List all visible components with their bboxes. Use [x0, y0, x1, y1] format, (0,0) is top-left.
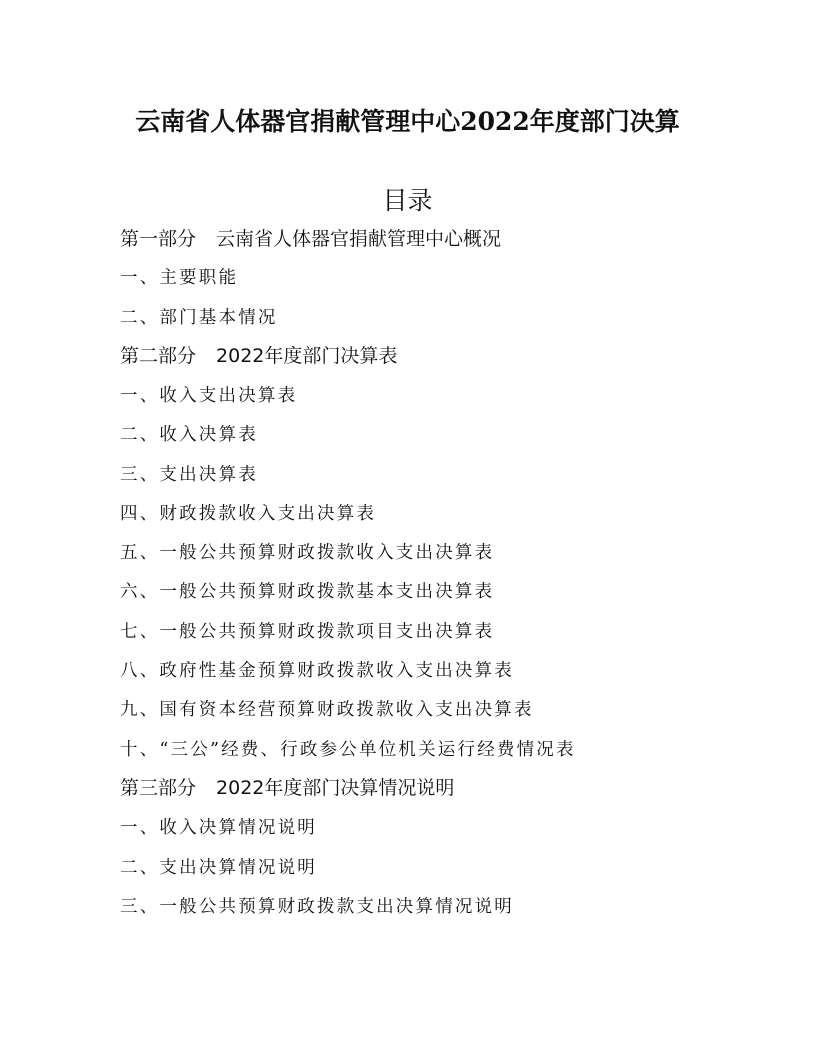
toc-item[interactable]: 六、一般公共预算财政拨款基本支出决算表: [120, 582, 495, 602]
document-title: 云南省人体器官捐献管理中心2022年度部门决算: [135, 107, 680, 136]
toc-item[interactable]: 一、收入支出决算表: [120, 386, 298, 406]
toc-item[interactable]: 二、支出决算情况说明: [120, 858, 317, 878]
toc-item[interactable]: 三、一般公共预算财政拨款支出决算情况说明: [120, 897, 514, 917]
part-title: 2022年度部门决算情况说明: [216, 777, 455, 799]
toc-item[interactable]: 一、收入决算情况说明: [120, 818, 317, 838]
toc-item[interactable]: 二、收入决算表: [120, 425, 258, 445]
toc-item[interactable]: 二、部门基本情况: [120, 308, 278, 328]
toc-item[interactable]: 五、一般公共预算财政拨款收入支出决算表: [120, 543, 495, 563]
toc-item[interactable]: 七、一般公共预算财政拨款项目支出决算表: [120, 622, 495, 642]
part-title: 云南省人体器官捐献管理中心概况: [216, 228, 502, 250]
toc-item[interactable]: 八、政府性基金预算财政拨款收入支出决算表: [120, 661, 514, 681]
part-title: 2022年度部门决算表: [216, 345, 398, 367]
toc-item[interactable]: 十、“三公”经费、行政参公单位机关运行经费情况表: [120, 740, 576, 760]
toc-item[interactable]: 九、国有资本经营预算财政拨款收入支出决算表: [120, 700, 534, 720]
part-label: 第三部分: [120, 777, 197, 799]
part-label: 第一部分: [120, 228, 197, 250]
toc-item[interactable]: 四、财政拨款收入支出决算表: [120, 504, 377, 524]
toc-part-heading[interactable]: [120, 343, 397, 369]
part-label: 第二部分: [120, 345, 197, 367]
toc-heading: 目录: [382, 186, 433, 215]
toc-item[interactable]: 一、主要职能: [120, 268, 239, 288]
toc-item[interactable]: 三、支出决算表: [120, 465, 258, 485]
toc-part-heading[interactable]: [120, 226, 501, 252]
toc-part-heading[interactable]: [120, 775, 454, 801]
